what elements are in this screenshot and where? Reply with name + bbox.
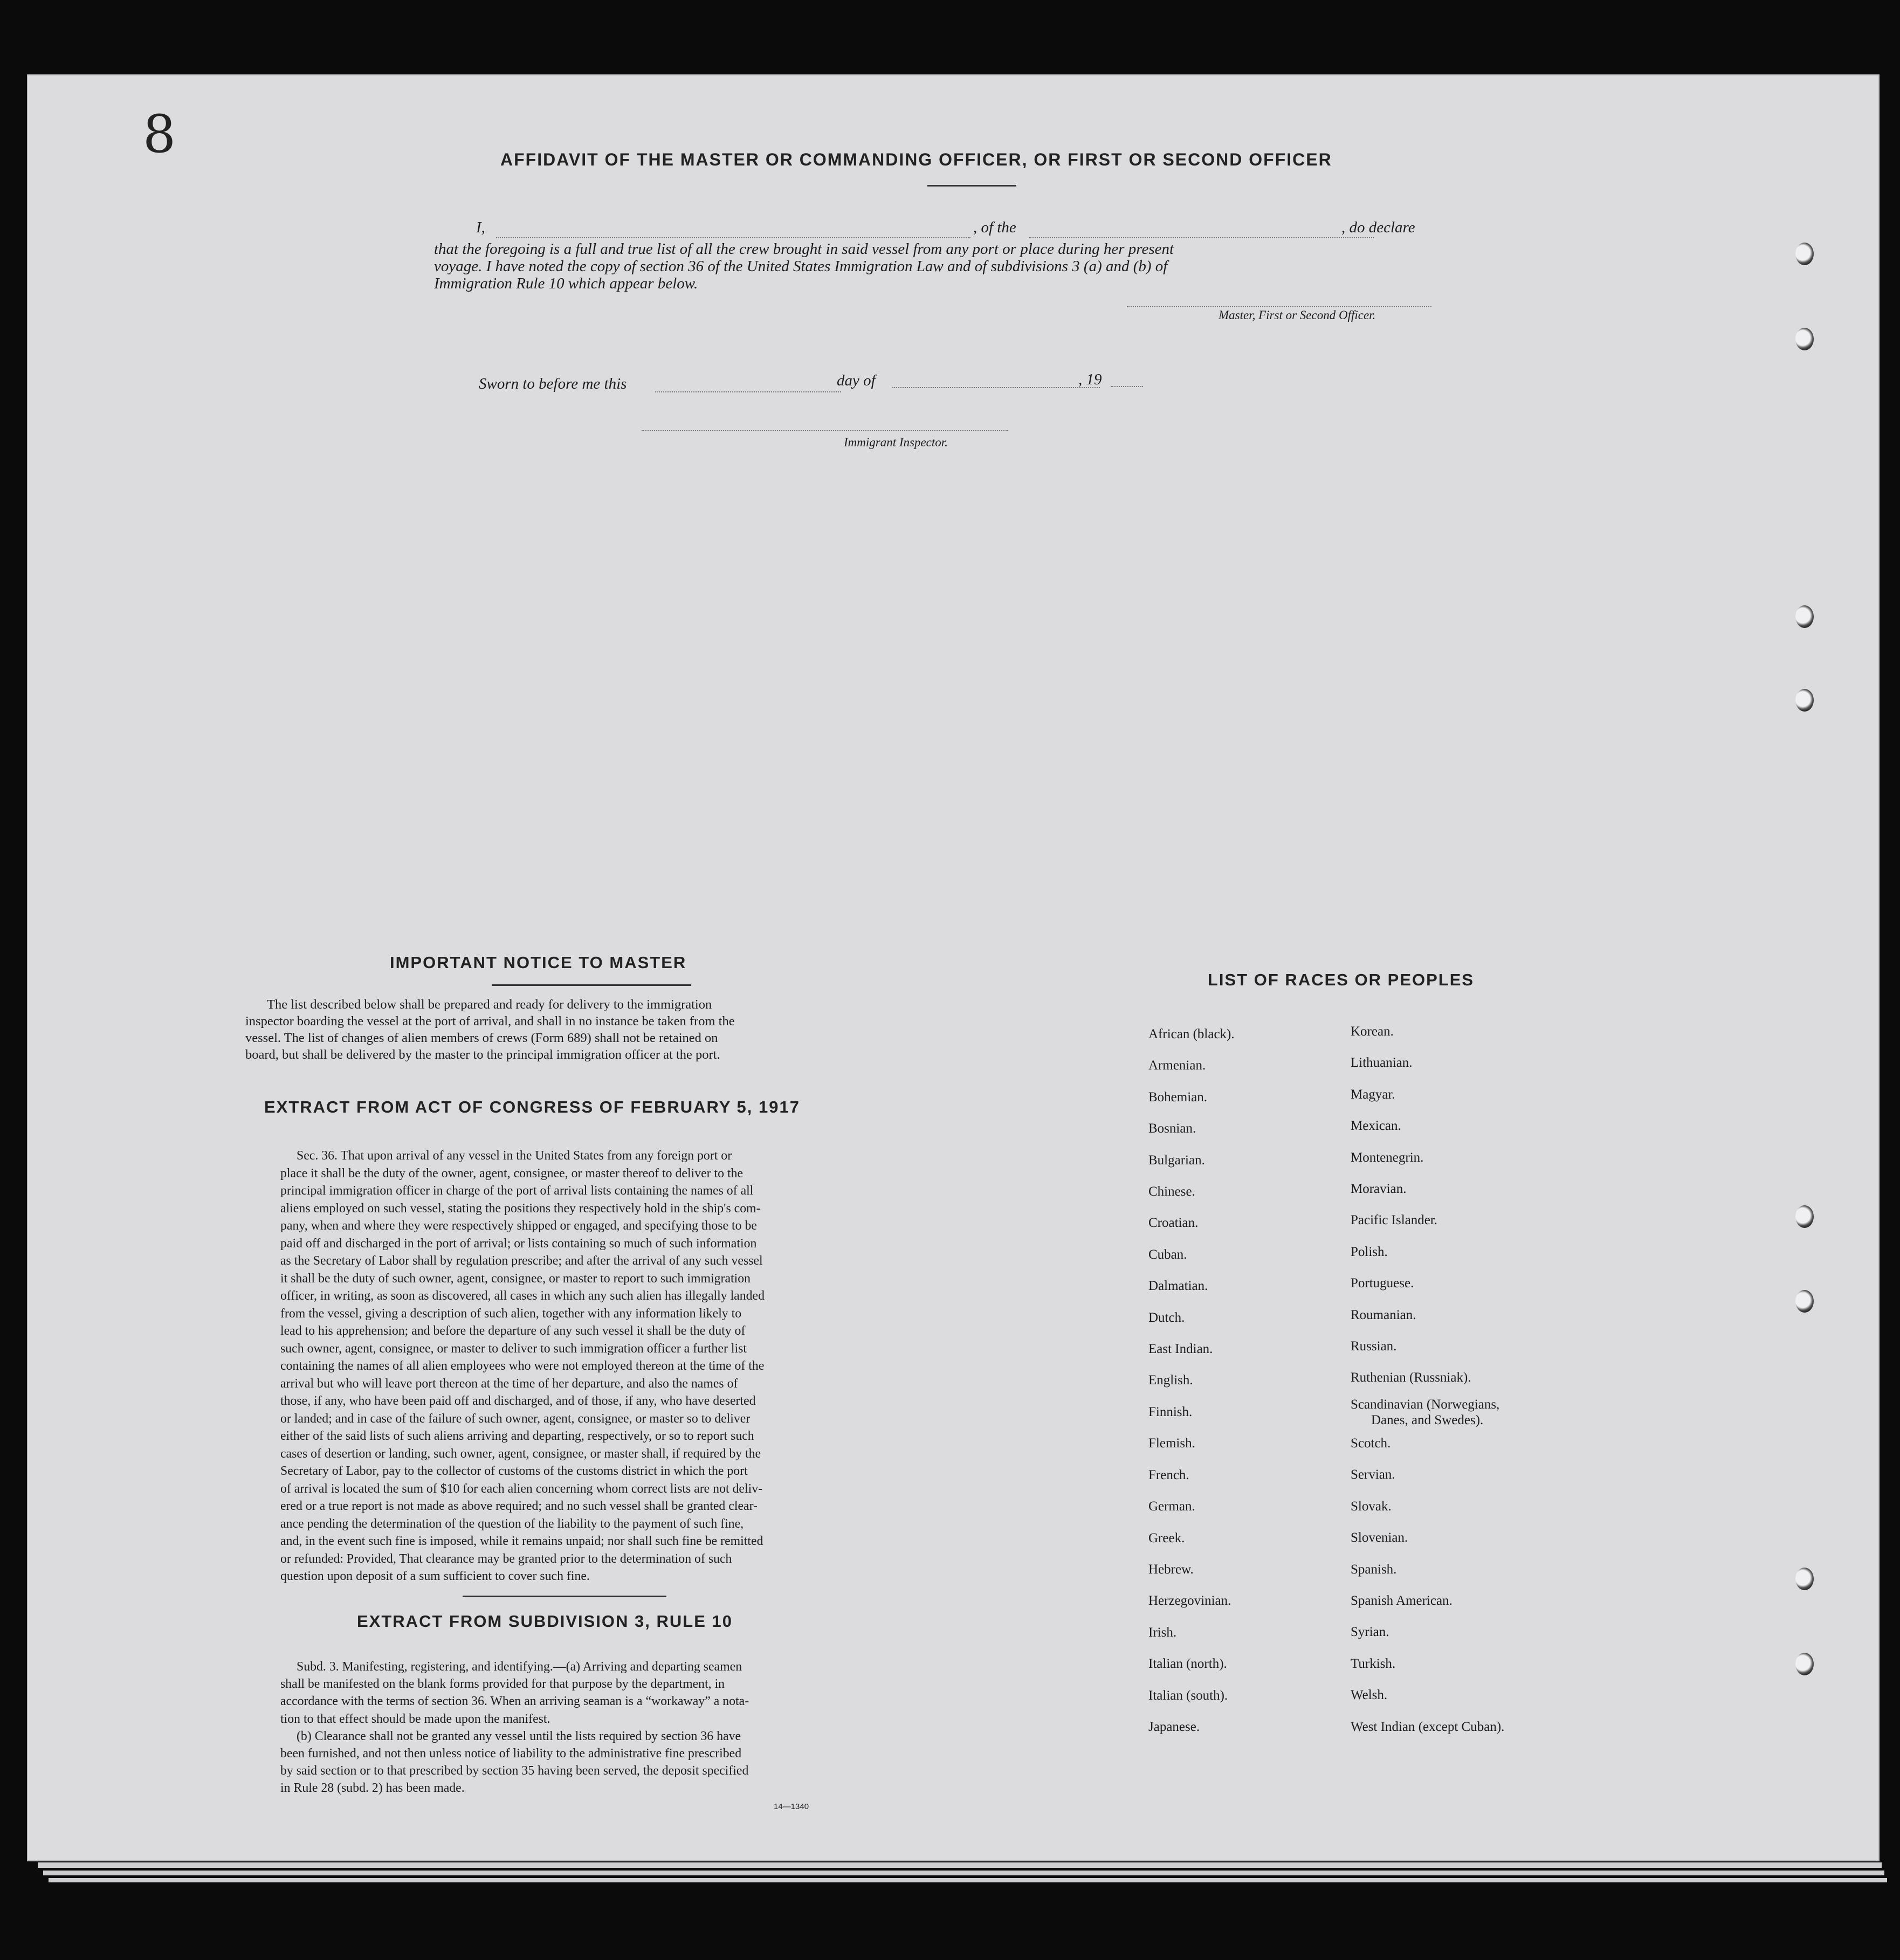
race-item: Dutch. (1148, 1310, 1185, 1325)
notice-text (245, 996, 890, 1063)
races-left-column (1148, 1019, 1235, 1743)
act-line: officer, in writing, as soon as discovered, all cases in which any such alien has illegally landed (280, 1289, 765, 1303)
race-item: Slovenian. (1351, 1530, 1408, 1545)
sworn-label: Sworn to before me this (479, 375, 627, 392)
sworn-year-label: , 19 (1078, 371, 1102, 388)
page-edge (38, 1862, 1882, 1868)
race-item: West Indian (except Cuban). (1351, 1719, 1505, 1734)
race-item: African (black). (1148, 1027, 1235, 1041)
race-item: Scandinavian (Norwegians, (1351, 1397, 1500, 1412)
notice-line: inspector boarding the vessel at the port of arrival, and shall in no instance be taken from the (245, 1014, 735, 1029)
notice-line: vessel. The list of changes of alien members of crews (Form 689) shall not be retained on (245, 1031, 718, 1045)
rule-line: accordance with the terms of section 36. When an arriving seaman is a “workaway” a nota- (280, 1694, 749, 1709)
affidavit-i-label: I, (476, 219, 485, 236)
act-line: from the vessel, giving a description of such alien, together with any information likely to (280, 1306, 742, 1321)
notice-line: The list described below shall be prepared and ready for delivery to the immigration (267, 997, 712, 1012)
race-item: Armenian. (1148, 1058, 1206, 1073)
act-line: such owner, agent, consignee, or master to deliver to such immigration officer a further list (280, 1341, 747, 1356)
rule-line: by said section or to that prescribed by section 35 having been served, the deposit specified (280, 1764, 749, 1778)
rule-line: been furnished, and not then unless notice of liability to the administrative fine prescribed (280, 1747, 742, 1761)
affidavit-vessel-line (1029, 237, 1374, 238)
act-line: ance pending the determination of the question of the liability to the payment of such fine, (280, 1516, 744, 1531)
rule-line: in Rule 28 (subd. 2) has been made. (280, 1781, 465, 1796)
page-edge (43, 1871, 1884, 1875)
act-line: either of the said lists of such aliens arriving and departing, respectively, or so to report such (280, 1429, 754, 1443)
inspector-signature-line (642, 430, 1008, 431)
affidavit-body-line-1: that the foregoing is a full and true list of all the crew brought in said vessel from any port or place during her present (434, 240, 1174, 258)
race-item: Irish. (1148, 1625, 1177, 1640)
binder-hole (1795, 1568, 1814, 1590)
rule-extract-text (280, 1658, 894, 1797)
act-line: of arrival is located the sum of $10 for each alien concerning whom correct lists are not deliv- (280, 1481, 763, 1496)
race-item: Greek. (1148, 1530, 1185, 1545)
affidavit-signature-line (1127, 306, 1431, 307)
binder-hole (1795, 243, 1814, 265)
race-item: Scotch. (1351, 1436, 1391, 1451)
act-line: cases of desertion or landing, such owner, agent, consignee, or master shall, if required by the (280, 1446, 761, 1461)
race-item: Pacific Islander. (1351, 1213, 1438, 1228)
race-item: Servian. (1351, 1467, 1395, 1482)
race-item: Welsh. (1351, 1688, 1388, 1703)
affidavit-do-declare-label: , do declare (1341, 219, 1415, 236)
act-line: Secretary of Labor, pay to the collector of customs of the customs district in which the port (280, 1464, 748, 1478)
binder-hole (1795, 1653, 1814, 1675)
affidavit-title-rule (927, 185, 1016, 187)
act-line: and, in the event such fine is imposed, while it remains unpaid; nor shall such fine be remitted (280, 1534, 763, 1548)
race-item: Lithuanian. (1351, 1055, 1413, 1071)
act-line: as the Secretary of Labor shall by regulation prescribe; and after the arrival of any such vessel (280, 1254, 763, 1268)
rule-extract-title: EXTRACT FROM SUBDIVISION 3, RULE 10 (357, 1612, 733, 1631)
notice-title-rule (492, 984, 691, 986)
binder-hole (1795, 1205, 1814, 1228)
affidavit-signature-caption: Master, First or Second Officer. (1219, 308, 1376, 322)
race-item: German. (1148, 1499, 1195, 1514)
sworn-year-line (1111, 386, 1143, 387)
race-item: French. (1148, 1467, 1189, 1482)
race-item: Slovak. (1351, 1499, 1392, 1514)
race-item: Danes, and Swedes). (1371, 1412, 1484, 1427)
race-item: Russian. (1351, 1339, 1397, 1354)
race-item: Spanish. (1351, 1562, 1397, 1577)
notice-line: board, but shall be delivered by the master to the principal immigration officer at the port. (245, 1047, 720, 1062)
race-item: Magyar. (1351, 1087, 1395, 1102)
page-edge (49, 1878, 1887, 1882)
race-item: Ruthenian (Russniak). (1351, 1370, 1471, 1385)
race-item: Bosnian. (1148, 1121, 1196, 1136)
rule-line: shall be manifested on the blank forms provided for that purpose by the department, in (280, 1677, 725, 1692)
act-extract-title: EXTRACT FROM ACT OF CONGRESS OF FEBRUARY 5, 1917 (264, 1098, 800, 1116)
act-line: containing the names of all alien employees who were not employed thereon at the time of the (280, 1359, 765, 1373)
rule-line: tion to that effect should be made upon the manifest. (280, 1711, 550, 1726)
rule-line: (b) Clearance shall not be granted any vessel until the lists required by section 36 have (297, 1729, 741, 1743)
race-item: Montenegrin. (1351, 1150, 1424, 1165)
race-item: Italian (south). (1148, 1688, 1228, 1703)
act-line: paid off and discharged in the port of arrival; or lists containing so much of such information (280, 1236, 757, 1251)
notice-title: IMPORTANT NOTICE TO MASTER (390, 953, 687, 972)
race-item: Turkish. (1351, 1656, 1396, 1671)
race-item: Hebrew. (1148, 1562, 1194, 1577)
race-item: Flemish. (1148, 1436, 1195, 1451)
binder-hole (1795, 1290, 1814, 1313)
handwritten-page-mark: 8 (143, 104, 176, 164)
act-extract-text (280, 1147, 894, 1585)
race-item: English. (1148, 1373, 1193, 1388)
form-number: 14—1340 (774, 1802, 809, 1811)
race-item: Spanish American. (1351, 1593, 1452, 1608)
act-line: principal immigration officer in charge of the port of arrival lists containing the names of all (280, 1184, 754, 1198)
inspector-caption: Immigrant Inspector. (844, 436, 948, 449)
act-line: arrival but who will leave port thereon at the time of her departure, and also the names of (280, 1376, 738, 1391)
race-item: Croatian. (1148, 1216, 1199, 1231)
race-item: Bohemian. (1148, 1089, 1208, 1105)
race-item: Syrian. (1351, 1625, 1389, 1640)
act-line: pany, when and where they were respectively shipped or engaged, and specifying those to be (280, 1219, 757, 1233)
act-line: Sec. 36. That upon arrival of any vessel in the United States from any foreign port or (297, 1149, 732, 1163)
sworn-month-line (892, 387, 1100, 388)
race-item: Dalmatian. (1148, 1279, 1208, 1294)
act-line: or landed; and in case of the failure of such owner, agent, consignee, or master so to deliver (280, 1411, 751, 1426)
affidavit-of-the-label: , of the (973, 219, 1016, 236)
act-line: aliens employed on such vessel, stating the positions they respectively hold in the ship's com- (280, 1201, 761, 1216)
race-item: Herzegovinian. (1148, 1593, 1231, 1609)
race-item: East Indian. (1148, 1342, 1213, 1357)
sworn-day-line (655, 391, 841, 392)
rule-line: Subd. 3. Manifesting, registering, and identifying.—(a) Arriving and departing seamen (297, 1660, 742, 1674)
act-extract-end-rule (463, 1596, 666, 1597)
race-item: Moravian. (1351, 1182, 1407, 1197)
document-sheet (27, 74, 1880, 1861)
race-item: Korean. (1351, 1024, 1394, 1039)
act-line: place it shall be the duty of the owner, agent, consignee, or master thereof to deliver to the (280, 1166, 744, 1181)
race-item: Portuguese. (1351, 1276, 1414, 1291)
act-line: or refunded: Provided, That clearance may be granted prior to the determination of such (280, 1551, 732, 1566)
affidavit-body-line-2: voyage. I have noted the copy of section 36 of the United States Immigration Law and of subdivisions 3 (a) and (b) of (434, 258, 1168, 275)
race-item: Roumanian. (1351, 1307, 1416, 1322)
affidavit-body-line-3: Immigration Rule 10 which appear below. (434, 275, 698, 292)
binder-hole (1795, 605, 1814, 628)
race-item: Bulgarian. (1148, 1152, 1205, 1168)
race-item: Polish. (1351, 1244, 1388, 1259)
race-item: Mexican. (1351, 1119, 1401, 1134)
act-line: question upon deposit of a sum sufficient to cover such fine. (280, 1569, 590, 1583)
race-item: Chinese. (1148, 1184, 1195, 1199)
binder-hole (1795, 689, 1814, 712)
act-line: those, if any, who have been paid off and discharged, and of those, if any, who have deserted (280, 1394, 756, 1408)
act-line: ered or a true report is not made as above required; and no such vessel shall be granted clear- (280, 1499, 758, 1513)
binder-hole (1795, 328, 1814, 350)
sworn-day-of-label: day of (837, 372, 876, 389)
race-item: Cuban. (1148, 1247, 1187, 1262)
act-line: it shall be the duty of such owner, agent, consignee, or master to report to such immigration (280, 1271, 751, 1286)
races-title: LIST OF RACES OR PEOPLES (1208, 970, 1475, 989)
race-item: Japanese. (1148, 1719, 1200, 1734)
race-item: Italian (north). (1148, 1657, 1227, 1672)
affidavit-name-line (496, 237, 970, 238)
affidavit-title: AFFIDAVIT OF THE MASTER OR COMMANDING OFFICER, OR FIRST OR SECOND OFFICER (500, 150, 1332, 169)
races-right-column (1351, 1016, 1504, 1743)
act-line: lead to his apprehension; and before the departure of any such vessel it shall be the duty of (280, 1324, 746, 1338)
race-item: Finnish. (1148, 1404, 1193, 1419)
